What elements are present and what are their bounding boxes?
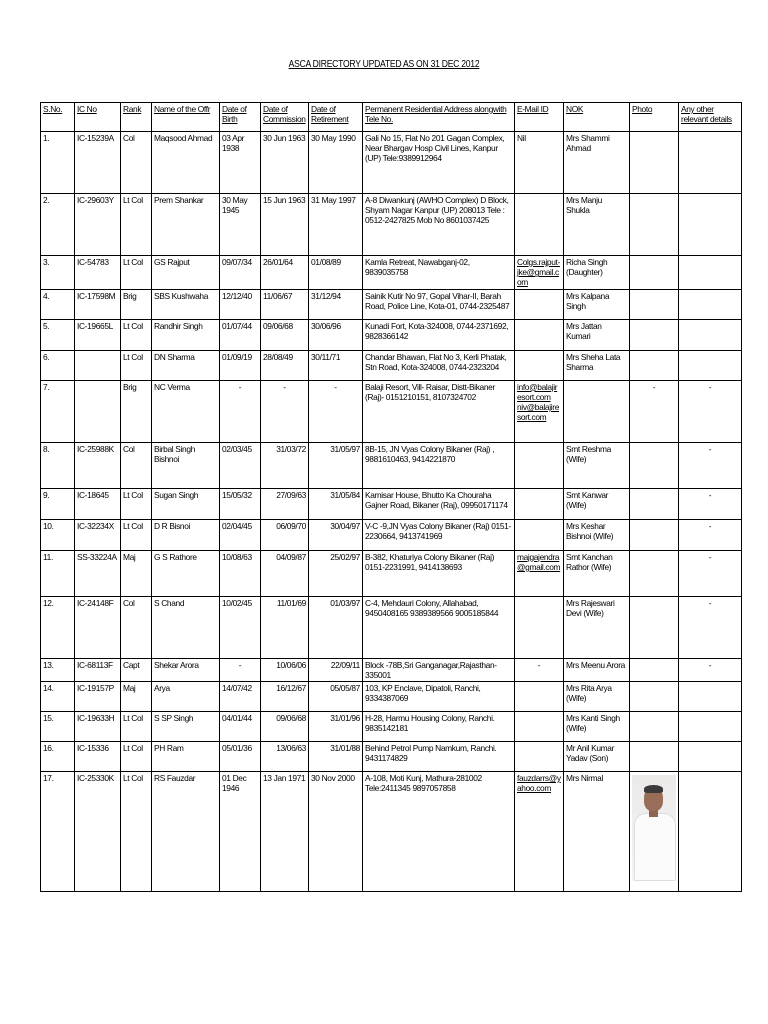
cell-ic-no: IC-54783 (75, 256, 121, 290)
cell-ic-no: IC-29603Y (75, 194, 121, 256)
cell-rank: Capt (121, 658, 152, 681)
cell-address: 103, KP Enclave, Dipatoli, Ranchi, 9334387069 (363, 682, 515, 712)
cell-commission: 27/09/63 (261, 488, 309, 519)
cell-ic-no: IC-17598M (75, 289, 121, 319)
cell-email (515, 742, 564, 772)
cell-rank: Lt Col (121, 194, 152, 256)
header-dob: Date of Birth (220, 103, 261, 132)
cell-photo (630, 712, 679, 742)
cell-name: Arya (152, 682, 220, 712)
cell-rank: Lt Col (121, 350, 152, 380)
cell-photo (630, 442, 679, 488)
cell-email[interactable]: majgajendra@gmail.com (515, 550, 564, 596)
cell-rank: Lt Col (121, 712, 152, 742)
cell-other: - (679, 658, 742, 681)
cell-commission: 10/06/06 (261, 658, 309, 681)
cell-retirement: 22/09/11 (309, 658, 363, 681)
cell-email (515, 350, 564, 380)
cell-email (515, 289, 564, 319)
cell-retirement: 31/01/96 (309, 712, 363, 742)
cell-name: Sugan Singh (152, 488, 220, 519)
cell-email (515, 319, 564, 350)
cell-address: Block -78B,Sri Ganganagar,Rajasthan-335001 (363, 658, 515, 681)
cell-photo (630, 596, 679, 658)
cell-sno: 17. (41, 772, 75, 892)
table-row (41, 712, 742, 742)
cell-rank: Brig (121, 380, 152, 442)
cell-photo (630, 132, 679, 194)
cell-photo (630, 772, 679, 892)
cell-retirement: 05/05/87 (309, 682, 363, 712)
cell-address: Kunadi Fort, Kota-324008, 0744-2371692, 9828366142 (363, 319, 515, 350)
cell-email (515, 682, 564, 712)
cell-rank: Lt Col (121, 519, 152, 550)
cell-address: A-108, Moti Kunj, Mathura-281002 Tele:2411345 9897057858 (363, 772, 515, 892)
table-row (41, 380, 742, 442)
cell-commission: 11/06/67 (261, 289, 309, 319)
cell-name: SBS Kushwaha (152, 289, 220, 319)
cell-retirement: 31/12/94 (309, 289, 363, 319)
cell-sno: 14. (41, 682, 75, 712)
cell-other (679, 289, 742, 319)
cell-retirement: 31/05/84 (309, 488, 363, 519)
cell-rank: Lt Col (121, 319, 152, 350)
cell-photo (630, 289, 679, 319)
cell-ic-no: IC-19157P (75, 682, 121, 712)
cell-sno: 15. (41, 712, 75, 742)
cell-rank: Lt Col (121, 256, 152, 290)
table-row (41, 742, 742, 772)
cell-dob: 09/07/34 (220, 256, 261, 290)
cell-sno: 6. (41, 350, 75, 380)
cell-email: - (515, 658, 564, 681)
header-sno: S.No. (41, 103, 75, 132)
table-row (41, 658, 742, 681)
cell-retirement: 30/11/71 (309, 350, 363, 380)
cell-photo (630, 658, 679, 681)
cell-dob: 14/07/42 (220, 682, 261, 712)
cell-address: A-8 Diwankunj (AWHO Complex) D Block, Shyam Nagar Kanpur (UP) 208013 Tele : 0512-2427825 Mob No 8601037425 (363, 194, 515, 256)
cell-rank: Lt Col (121, 742, 152, 772)
cell-email (515, 488, 564, 519)
table-row (41, 596, 742, 658)
cell-dob: 10/02/45 (220, 596, 261, 658)
cell-photo (630, 519, 679, 550)
cell-name: S SP Singh (152, 712, 220, 742)
cell-name: S Chand (152, 596, 220, 658)
cell-address: B-382, Khaturiya Colony Bikaner (Raj) 0151-2231991, 9414138693 (363, 550, 515, 596)
cell-photo: - (630, 380, 679, 442)
cell-dob: 01 Dec 1946 (220, 772, 261, 892)
directory-body (41, 132, 742, 892)
cell-commission: 16/12/67 (261, 682, 309, 712)
cell-commission: 26/01/64 (261, 256, 309, 290)
cell-dob: 02/03/45 (220, 442, 261, 488)
cell-name: PH Ram (152, 742, 220, 772)
cell-photo (630, 350, 679, 380)
cell-photo (630, 550, 679, 596)
cell-other: - (679, 596, 742, 658)
cell-commission: 13 Jan 1971 (261, 772, 309, 892)
cell-ic-no: IC-24148F (75, 596, 121, 658)
cell-other (679, 194, 742, 256)
cell-other (679, 682, 742, 712)
cell-retirement: 31/01/88 (309, 742, 363, 772)
cell-name: GS Rajput (152, 256, 220, 290)
cell-email (515, 712, 564, 742)
cell-ic-no: IC-19665L (75, 319, 121, 350)
header-commission: Date of Commission (261, 103, 309, 132)
cell-dob: 05/01/36 (220, 742, 261, 772)
cell-ic-no: IC-15239A (75, 132, 121, 194)
cell-nok: Smt Reshma (Wife) (564, 442, 630, 488)
cell-other: - (679, 550, 742, 596)
cell-rank: Maj (121, 550, 152, 596)
table-row (41, 132, 742, 194)
cell-nok: Richa Singh (Daughter) (564, 256, 630, 290)
cell-commission: 31/03/72 (261, 442, 309, 488)
cell-nok: Mr Anil Kumar Yadav (Son) (564, 742, 630, 772)
cell-retirement: 30/06/96 (309, 319, 363, 350)
cell-ic-no: IC-68113F (75, 658, 121, 681)
cell-other (679, 350, 742, 380)
cell-name: Prem Shankar (152, 194, 220, 256)
table-row (41, 350, 742, 380)
cell-address: Chandar Bhawan, Flat No 3, Kerli Phatak, Stn Road, Kota-324008, 0744-2323204 (363, 350, 515, 380)
header-row (41, 103, 742, 132)
cell-sno: 12. (41, 596, 75, 658)
cell-retirement: 30 Nov 2000 (309, 772, 363, 892)
header-rank: Rank (121, 103, 152, 132)
cell-nok: Mrs Manju Shukla (564, 194, 630, 256)
cell-dob: 03 Apr 1938 (220, 132, 261, 194)
cell-retirement: 01/03/97 (309, 596, 363, 658)
document-title: ASCA DIRECTORY UPDATED AS ON 31 DEC 2012 (288, 59, 480, 70)
cell-retirement: 01/08/89 (309, 256, 363, 290)
cell-email (515, 194, 564, 256)
table-row (41, 488, 742, 519)
cell-commission: 28/08/49 (261, 350, 309, 380)
table-row (41, 256, 742, 290)
cell-ic-no: IC-19633H (75, 712, 121, 742)
cell-nok: Mrs Kanti Singh (Wife) (564, 712, 630, 742)
table-row (41, 550, 742, 596)
cell-nok: Mrs Rajeswari Devi (Wife) (564, 596, 630, 658)
cell-ic-no (75, 350, 121, 380)
cell-rank: Col (121, 442, 152, 488)
cell-other: - (679, 488, 742, 519)
cell-dob: 04/01/44 (220, 712, 261, 742)
cell-email (515, 519, 564, 550)
cell-dob: 30 May 1945 (220, 194, 261, 256)
cell-email[interactable]: fauzdarrs@yahoo.com (515, 772, 564, 892)
cell-other: - (679, 442, 742, 488)
cell-name: Randhir Singh (152, 319, 220, 350)
cell-nok: Smt Kanwar (Wife) (564, 488, 630, 519)
cell-sno: 4. (41, 289, 75, 319)
cell-commission: 15 Jun 1963 (261, 194, 309, 256)
cell-commission: - (261, 380, 309, 442)
cell-address: Balaji Resort, Vill- Raisar, Distt-Bikaner (Raj)- 0151210151, 8107324702 (363, 380, 515, 442)
cell-address: Karnisar House, Bhutto Ka Chouraha Gajner Road, Bikaner (Raj), 09950171174 (363, 488, 515, 519)
cell-photo (630, 682, 679, 712)
cell-commission: 30 Jun 1963 (261, 132, 309, 194)
header-address: Permanent Residential Address alongwith Tele No. (363, 103, 515, 132)
cell-commission: 09/06/68 (261, 319, 309, 350)
cell-email[interactable]: Colgs.rajput-jke@gmail.com (515, 256, 564, 290)
cell-commission: 06/09/70 (261, 519, 309, 550)
cell-nok: Mrs Meenu Arora (564, 658, 630, 681)
cell-rank: Col (121, 596, 152, 658)
cell-other: - (679, 519, 742, 550)
header-email: E-Mail ID (515, 103, 564, 132)
cell-retirement: - (309, 380, 363, 442)
cell-commission: 04/09/87 (261, 550, 309, 596)
table-row (41, 682, 742, 712)
cell-email (515, 596, 564, 658)
cell-other (679, 712, 742, 742)
cell-name: DN Sharma (152, 350, 220, 380)
cell-commission: 13/06/63 (261, 742, 309, 772)
officer-photo (632, 775, 676, 881)
cell-nok: Mrs Keshar Bishnoi (Wife) (564, 519, 630, 550)
header-ic-no: IC No (75, 103, 121, 132)
cell-name: NC Verma (152, 380, 220, 442)
cell-nok: Mrs Shammi Ahmad (564, 132, 630, 194)
cell-ic-no: IC-18645 (75, 488, 121, 519)
cell-name: Maqsood Ahmad (152, 132, 220, 194)
cell-nok: Mrs Nirmal (564, 772, 630, 892)
cell-name: D R Bisnoi (152, 519, 220, 550)
cell-other: - (679, 380, 742, 442)
cell-sno: 5. (41, 319, 75, 350)
cell-retirement: 31 May 1997 (309, 194, 363, 256)
table-row (41, 289, 742, 319)
cell-retirement: 30/04/97 (309, 519, 363, 550)
cell-sno: 13. (41, 658, 75, 681)
table-row (41, 319, 742, 350)
cell-name: Birbal Singh Bishnoi (152, 442, 220, 488)
table-row (41, 519, 742, 550)
cell-address: V-C -9,JN Vyas Colony Bikaner (Raj) 0151-2230664, 9413741969 (363, 519, 515, 550)
cell-dob: - (220, 380, 261, 442)
cell-address: Kamla Retreat, Nawabganj-02, 9839035758 (363, 256, 515, 290)
cell-ic-no (75, 380, 121, 442)
cell-nok: Mrs Jattan Kumari (564, 319, 630, 350)
cell-other (679, 772, 742, 892)
cell-photo (630, 194, 679, 256)
cell-nok (564, 380, 630, 442)
cell-other (679, 132, 742, 194)
cell-nok: Smt Kanchan Rathor (Wife) (564, 550, 630, 596)
cell-other (679, 256, 742, 290)
cell-sno: 1. (41, 132, 75, 194)
cell-nok: Mrs Sheha Lata Sharma (564, 350, 630, 380)
cell-sno: 9. (41, 488, 75, 519)
header-name: Name of the Offr (152, 103, 220, 132)
cell-address: Gali No 15, Flat No 201 Gagan Complex, Near Bhargav Hosp Civil Lines, Kanpur (UP) Tele:9389912964 (363, 132, 515, 194)
cell-dob: 12/12/40 (220, 289, 261, 319)
cell-other (679, 742, 742, 772)
cell-dob: 01/07/44 (220, 319, 261, 350)
table-row (41, 194, 742, 256)
cell-commission: 11/01/69 (261, 596, 309, 658)
cell-name: RS Fauzdar (152, 772, 220, 892)
table-row (41, 772, 742, 892)
cell-photo (630, 319, 679, 350)
cell-address: 8B-15, JN Vyas Colony Bikaner (Raj) , 9881610463, 9414221870 (363, 442, 515, 488)
cell-ic-no: SS-33224A (75, 550, 121, 596)
directory-table (40, 102, 742, 892)
cell-photo (630, 742, 679, 772)
cell-sno: 16. (41, 742, 75, 772)
cell-address: Sainik Kutir No 97, Gopal Vihar-II, Barah Road, Police Line, Kota-01, 0744-2325487 (363, 289, 515, 319)
cell-other (679, 319, 742, 350)
cell-nok: Mrs Kalpana Singh (564, 289, 630, 319)
cell-ic-no: IC-32234X (75, 519, 121, 550)
cell-email: Nil (515, 132, 564, 194)
cell-email[interactable]: info@balajiresort.com niv@balajiresort.com (515, 380, 564, 442)
cell-retirement: 25/02/97 (309, 550, 363, 596)
cell-sno: 11. (41, 550, 75, 596)
cell-dob: 02/04/45 (220, 519, 261, 550)
table-row (41, 442, 742, 488)
cell-name: Shekar Arora (152, 658, 220, 681)
cell-dob: 01/09/19 (220, 350, 261, 380)
cell-address: C-4, Mehdauri Colony, Allahabad, 9450408165 9389389566 9005185844 (363, 596, 515, 658)
cell-dob: - (220, 658, 261, 681)
cell-sno: 7. (41, 380, 75, 442)
cell-retirement: 31/05/97 (309, 442, 363, 488)
cell-sno: 8. (41, 442, 75, 488)
cell-sno: 2. (41, 194, 75, 256)
cell-address: Behind Petrol Pump Namkum, Ranchi. 9431174829 (363, 742, 515, 772)
cell-commission: 09/06/68 (261, 712, 309, 742)
cell-retirement: 30 May 1990 (309, 132, 363, 194)
header-other: Any other relevant details (679, 103, 742, 132)
cell-ic-no: IC-25330K (75, 772, 121, 892)
cell-dob: 15/05/32 (220, 488, 261, 519)
cell-photo (630, 488, 679, 519)
cell-rank: Maj (121, 682, 152, 712)
cell-rank: Col (121, 132, 152, 194)
cell-name: G S Rathore (152, 550, 220, 596)
cell-sno: 10. (41, 519, 75, 550)
cell-sno: 3. (41, 256, 75, 290)
header-retirement: Date of Retirement (309, 103, 363, 132)
header-nok: NOK (564, 103, 630, 132)
cell-email (515, 442, 564, 488)
cell-photo (630, 256, 679, 290)
cell-rank: Brig (121, 289, 152, 319)
cell-ic-no: IC-15336 (75, 742, 121, 772)
cell-nok: Mrs Rita Arya (Wife) (564, 682, 630, 712)
cell-rank: Lt Col (121, 772, 152, 892)
cell-address: H-28, Harmu Housing Colony, Ranchi. 9835142181 (363, 712, 515, 742)
cell-ic-no: IC-25988K (75, 442, 121, 488)
cell-rank: Lt Col (121, 488, 152, 519)
cell-dob: 10/08/63 (220, 550, 261, 596)
header-photo: Photo (630, 103, 679, 132)
